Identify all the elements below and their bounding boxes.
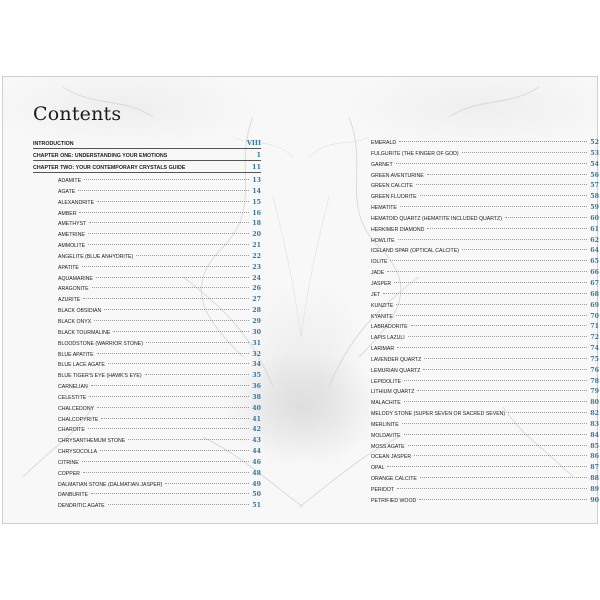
leader-dots: [423, 369, 587, 370]
entry-page-number: 54: [590, 160, 599, 168]
leader-dots: [108, 504, 250, 505]
entry-page-number: 68: [590, 290, 599, 298]
toc-entry[interactable]: [33, 187, 261, 198]
entry-title: DALMATIAN STONE (DALMATIAN JASPER): [58, 481, 163, 488]
toc-entry[interactable]: [371, 279, 599, 290]
entry-title: JADE: [371, 270, 385, 277]
entry-page-number: 64: [590, 247, 599, 255]
leader-dots: [397, 347, 587, 348]
toc-entry[interactable]: [33, 252, 261, 263]
leader-dots: [100, 450, 249, 451]
toc-entry[interactable]: [371, 344, 599, 355]
entry-title: BLACK ONYX: [58, 318, 92, 325]
entry-page-number: 65: [590, 258, 599, 266]
entry-title: HEMATOID QUARTZ (HEMATITE INCLUDED QUARTZ): [371, 215, 502, 222]
leader-dots: [145, 374, 250, 375]
entry-title: OCEAN JASPER: [371, 454, 412, 461]
chapter-page-number: VIII: [246, 139, 261, 147]
entry-title: GARNET: [371, 161, 393, 168]
toc-entry[interactable]: [371, 312, 599, 323]
entry-page-number: 66: [590, 269, 599, 277]
entry-page-number: 58: [590, 193, 599, 201]
entry-page-number: 60: [590, 214, 599, 222]
leader-dots: [128, 439, 249, 440]
entry-page-number: 30: [252, 328, 261, 336]
entry-title: AGATE: [58, 188, 76, 195]
entry-title: HOWLITE: [371, 237, 395, 244]
entry-title: LEPIDOLITE: [371, 378, 401, 385]
toc-entry[interactable]: [371, 290, 599, 301]
entry-page-number: 44: [252, 448, 261, 456]
toc-entry[interactable]: [371, 246, 599, 257]
leader-dots: [404, 401, 588, 402]
leader-dots: [387, 466, 587, 467]
leader-dots: [420, 477, 587, 478]
leader-dots: [82, 266, 249, 267]
entry-title: GREEN FLUORITE: [371, 194, 417, 201]
toc-entry[interactable]: [371, 225, 599, 236]
leader-dots: [400, 206, 587, 207]
entry-page-number: 90: [590, 496, 599, 504]
entry-title: ICELAND SPAR (OPTICAL CALCITE): [371, 248, 459, 255]
toc-entry[interactable]: [371, 181, 599, 192]
toc-entry-list-right: [371, 138, 599, 507]
toc-entry[interactable]: [33, 317, 261, 328]
entry-title: CELESTITE: [58, 394, 87, 401]
toc-entry[interactable]: [371, 301, 599, 312]
leader-dots: [88, 233, 249, 234]
leader-dots: [88, 244, 249, 245]
entry-page-number: 29: [252, 317, 261, 325]
leader-dots: [113, 331, 249, 332]
toc-entry[interactable]: [33, 274, 261, 285]
toc-entry[interactable]: [33, 371, 261, 382]
entry-page-number: 84: [590, 431, 599, 439]
entry-title: GREEN CALCITE: [371, 183, 413, 190]
entry-page-number: 36: [252, 383, 261, 391]
entry-title: IOLITE: [371, 259, 388, 266]
entry-title: GREEN AVENTURINE: [371, 172, 424, 179]
leader-dots: [104, 309, 249, 310]
entry-page-number: 78: [590, 377, 599, 385]
leader-dots: [83, 472, 249, 473]
entry-page-number: 85: [590, 442, 599, 450]
right-page: [301, 77, 599, 525]
entry-title: MELODY STONE (SUPER SEVEN OR SACRED SEVEN): [371, 411, 506, 418]
entry-title: LAVENDER QUARTZ: [371, 356, 422, 363]
entry-title: AQUAMARINE: [58, 275, 93, 282]
leader-dots: [108, 363, 249, 364]
toc-entry-list-left: [33, 176, 261, 512]
entry-title: ALEXANDRITE: [58, 199, 95, 206]
entry-page-number: 79: [590, 388, 599, 396]
toc-entry[interactable]: [371, 420, 599, 431]
entry-page-number: 13: [252, 177, 261, 184]
entry-page-number: 59: [590, 204, 599, 212]
toc-entry[interactable]: [371, 355, 599, 366]
leader-dots: [396, 315, 587, 316]
leader-dots: [396, 163, 588, 164]
toc-chapter[interactable]: [33, 161, 261, 173]
entry-page-number: 43: [252, 437, 261, 445]
leader-dots: [394, 282, 587, 283]
toc-entry[interactable]: [33, 241, 261, 252]
entry-title: COPPER: [58, 470, 80, 477]
leader-dots: [78, 190, 249, 191]
entry-title: MERLINITE: [371, 421, 399, 428]
entry-title: BLACK OBSIDIAN: [58, 308, 102, 315]
leader-dots: [414, 455, 587, 456]
leader-dots: [417, 390, 587, 391]
entry-page-number: 26: [252, 285, 261, 293]
leader-dots: [84, 179, 249, 180]
toc-entry[interactable]: [33, 219, 261, 230]
entry-title: DANBURITE: [58, 492, 88, 499]
entry-page-number: 42: [252, 426, 261, 434]
entry-title: AZURITE: [58, 297, 81, 304]
toc-entry[interactable]: [33, 284, 261, 295]
leader-dots: [91, 385, 250, 386]
toc-entry[interactable]: [371, 387, 599, 398]
leader-dots: [416, 184, 587, 185]
entry-page-number: 69: [590, 301, 599, 309]
entry-title: BLUE APATITE: [58, 351, 94, 358]
toc-entry[interactable]: [371, 474, 599, 485]
toc-entry[interactable]: [33, 230, 261, 241]
entry-title: ANGELITE (BLUE ANHYDRITE): [58, 253, 134, 260]
entry-title: CHALCOPYRITE: [58, 416, 99, 423]
leader-dots: [97, 353, 250, 354]
toc-entry[interactable]: [371, 171, 599, 182]
leader-dots: [136, 255, 249, 256]
leader-dots: [408, 336, 588, 337]
toc-entry[interactable]: [371, 333, 599, 344]
entry-page-number: 88: [590, 475, 599, 483]
toc-entry[interactable]: [33, 490, 261, 501]
left-page: [3, 77, 301, 525]
leader-dots: [505, 217, 587, 218]
entry-page-number: 48: [252, 469, 261, 477]
chapter-page-number: 11: [251, 163, 261, 171]
entry-page-number: 15: [252, 198, 261, 206]
toc-entry[interactable]: [371, 138, 599, 149]
entry-page-number: 49: [252, 480, 261, 488]
entry-page-number: 61: [590, 225, 599, 233]
entry-page-number: 74: [590, 345, 599, 353]
entry-title: LABRADORITE: [371, 324, 408, 331]
toc-entry[interactable]: [371, 160, 599, 171]
chapter-title: CHAPTER ONE: UNDERSTANDING YOUR EMOTIONS: [33, 153, 168, 159]
toc-left-column: [33, 137, 261, 512]
entry-page-number: 20: [252, 231, 261, 239]
entry-page-number: 46: [252, 458, 261, 466]
leader-dots: [508, 412, 587, 413]
toc-entry[interactable]: [33, 458, 261, 469]
toc-entry[interactable]: [33, 436, 261, 447]
toc-entry[interactable]: [371, 463, 599, 474]
leader-dots: [83, 298, 249, 299]
book-spread: [2, 76, 598, 524]
entry-page-number: 38: [252, 393, 261, 401]
leader-dots: [96, 277, 249, 278]
leader-dots: [404, 434, 588, 435]
leader-dots: [82, 461, 249, 462]
entry-page-number: 71: [590, 323, 599, 331]
entry-title: ORANGE CALCITE: [371, 476, 417, 483]
toc-entry[interactable]: [33, 404, 261, 415]
leader-dots: [420, 195, 588, 196]
entry-title: ARAGONITE: [58, 286, 89, 293]
toc-entry[interactable]: [371, 431, 599, 442]
chapter-title: INTRODUCTION: [33, 141, 74, 147]
toc-entry[interactable]: [371, 203, 599, 214]
toc-entry[interactable]: [371, 322, 599, 333]
entry-page-number: 40: [252, 404, 261, 412]
toc-entry[interactable]: [33, 328, 261, 339]
leader-dots: [92, 287, 250, 288]
toc-entry[interactable]: [33, 382, 261, 393]
leader-dots: [97, 201, 249, 202]
leader-dots: [411, 325, 588, 326]
toc-entry[interactable]: [33, 480, 261, 491]
entry-title: FULGURITE (THE FINGER OF GOD): [371, 150, 459, 157]
entry-page-number: 52: [590, 139, 599, 146]
leader-dots: [398, 239, 588, 240]
entry-title: MOSS AGATE: [371, 443, 405, 450]
toc-entry[interactable]: [33, 295, 261, 306]
entry-title: AMETHYST: [58, 221, 87, 228]
toc-entry[interactable]: [33, 306, 261, 317]
toc-entry[interactable]: [371, 452, 599, 463]
toc-entry[interactable]: [371, 149, 599, 160]
entry-title: HERKIMER DIAMOND: [371, 226, 425, 233]
toc-entry[interactable]: [371, 257, 599, 268]
toc-entry[interactable]: [371, 485, 599, 496]
toc-entry[interactable]: [33, 501, 261, 512]
toc-entry[interactable]: [371, 366, 599, 377]
entry-page-number: 57: [590, 182, 599, 190]
toc-entry[interactable]: [33, 176, 261, 187]
toc-entry[interactable]: [33, 360, 261, 371]
entry-page-number: 89: [590, 486, 599, 493]
leader-dots: [146, 342, 249, 343]
entry-title: MOLDAVITE: [371, 432, 401, 439]
toc-entry[interactable]: [33, 469, 261, 480]
toc-entry[interactable]: [371, 377, 599, 388]
entry-title: ADAMITE: [58, 178, 82, 184]
entry-title: BLUE TIGER'S EYE (HAWK'S EYE): [58, 373, 142, 380]
entry-page-number: 75: [590, 355, 599, 363]
entry-page-number: 86: [590, 453, 599, 461]
leader-dots: [387, 271, 587, 272]
entry-page-number: 27: [252, 296, 261, 304]
toc-entry[interactable]: [371, 236, 599, 247]
toc-entry[interactable]: [371, 192, 599, 203]
entry-page-number: 32: [252, 350, 261, 358]
entry-page-number: 56: [590, 171, 599, 179]
entry-title: LAPIS LAZULI: [371, 335, 405, 342]
toc-entry[interactable]: [33, 415, 261, 426]
entry-title: JASPER: [371, 280, 392, 287]
leader-dots: [396, 304, 587, 305]
entry-page-number: 62: [590, 236, 599, 244]
entry-title: CITRINE: [58, 459, 79, 466]
leader-dots: [97, 407, 249, 408]
entry-title: KYANITE: [371, 313, 393, 320]
toc-entry[interactable]: [371, 496, 599, 507]
entry-title: AMBER: [58, 210, 77, 217]
leader-dots: [462, 152, 588, 153]
entry-page-number: 23: [252, 263, 261, 271]
entry-title: CHRYSOCOLLA: [58, 449, 98, 456]
entry-title: KUNZITE: [371, 302, 394, 309]
entry-page-number: 16: [252, 209, 261, 217]
entry-title: LITHIUM QUARTZ: [371, 389, 415, 396]
entry-title: PERIDOT: [371, 487, 395, 493]
toc-chapter[interactable]: [33, 149, 261, 161]
chapter-title: CHAPTER TWO: YOUR CONTEMPORARY CRYSTALS GUIDE: [33, 165, 186, 171]
leader-dots: [88, 428, 249, 429]
toc-right-column: [371, 138, 599, 507]
leader-dots: [89, 222, 249, 223]
entry-title: AMETRINE: [58, 232, 85, 239]
leader-dots: [397, 488, 587, 489]
entry-page-number: 76: [590, 366, 599, 374]
leader-dots: [427, 228, 587, 229]
entry-title: APATITE: [58, 264, 79, 271]
entry-title: DENDRITIC AGATE: [58, 503, 105, 510]
leader-dots: [419, 499, 587, 500]
entry-page-number: 67: [590, 279, 599, 287]
leader-dots: [424, 358, 587, 359]
toc-entry[interactable]: [371, 409, 599, 420]
entry-page-number: 31: [252, 339, 261, 347]
entry-title: LARIMAR: [371, 346, 395, 353]
leader-dots: [383, 293, 587, 294]
leader-dots: [427, 174, 588, 175]
leader-dots: [462, 249, 587, 250]
leader-dots: [165, 483, 249, 484]
entry-title: CHALCEDONY: [58, 405, 95, 412]
entry-title: CARNELIAN: [58, 384, 88, 391]
entry-title: LEMURIAN QUARTZ: [371, 367, 421, 374]
entry-page-number: 21: [252, 242, 261, 250]
toc-chapter[interactable]: [33, 137, 261, 149]
page-title: Contents: [33, 103, 122, 125]
leader-dots: [79, 212, 249, 213]
entry-title: AMMOLITE: [58, 243, 86, 250]
entry-page-number: 50: [252, 491, 261, 499]
leader-dots: [402, 423, 588, 424]
leader-dots: [94, 320, 249, 321]
leader-dots: [101, 418, 249, 419]
entry-page-number: 18: [252, 220, 261, 228]
leader-dots: [89, 396, 249, 397]
entry-page-number: 41: [252, 415, 261, 423]
entry-title: CHRYSANTHEMUM STONE: [58, 438, 126, 445]
toc-entry[interactable]: [33, 447, 261, 458]
toc-entry[interactable]: [33, 339, 261, 350]
entry-title: BLUE LACE AGATE: [58, 362, 105, 369]
entry-page-number: 83: [590, 420, 599, 428]
leader-dots: [91, 493, 249, 494]
entry-page-number: 28: [252, 307, 261, 315]
entry-title: BLOODSTONE (WARRIOR STONE): [58, 340, 143, 347]
entry-page-number: 22: [252, 252, 261, 260]
entry-title: OPAL: [371, 465, 385, 472]
toc-entry[interactable]: [33, 263, 261, 274]
toc-entry[interactable]: [33, 209, 261, 220]
entry-page-number: 72: [590, 334, 599, 342]
toc-entry[interactable]: [33, 198, 261, 209]
toc-entry[interactable]: [371, 442, 599, 453]
leader-dots: [404, 380, 587, 381]
entry-title: BLACK TOURMALINE: [58, 329, 111, 336]
chapter-page-number: 1: [256, 151, 261, 159]
entry-page-number: 53: [590, 149, 599, 157]
entry-title: EMERALD: [371, 140, 397, 146]
entry-page-number: 24: [252, 274, 261, 282]
toc-entry[interactable]: [371, 214, 599, 225]
leader-dots: [390, 260, 587, 261]
entry-page-number: 82: [590, 410, 599, 418]
entry-page-number: 51: [252, 502, 261, 510]
entry-title: MALACHITE: [371, 400, 401, 407]
entry-title: HEMATITE: [371, 205, 397, 212]
entry-page-number: 35: [252, 372, 261, 380]
entry-page-number: 70: [590, 312, 599, 320]
leader-dots: [408, 445, 588, 446]
toc-entry[interactable]: [371, 268, 599, 279]
toc-entry[interactable]: [371, 398, 599, 409]
leader-dots: [399, 141, 587, 142]
toc-entry[interactable]: [33, 393, 261, 404]
entry-title: PETRIFIED WOOD: [371, 497, 417, 504]
entry-page-number: 80: [590, 399, 599, 407]
entry-page-number: 14: [252, 187, 261, 195]
entry-title: CHAROITE: [58, 427, 85, 434]
entry-page-number: 87: [590, 464, 599, 472]
entry-title: JET: [371, 291, 381, 298]
toc-entry[interactable]: [33, 350, 261, 361]
entry-page-number: 34: [252, 361, 261, 369]
toc-entry[interactable]: [33, 425, 261, 436]
